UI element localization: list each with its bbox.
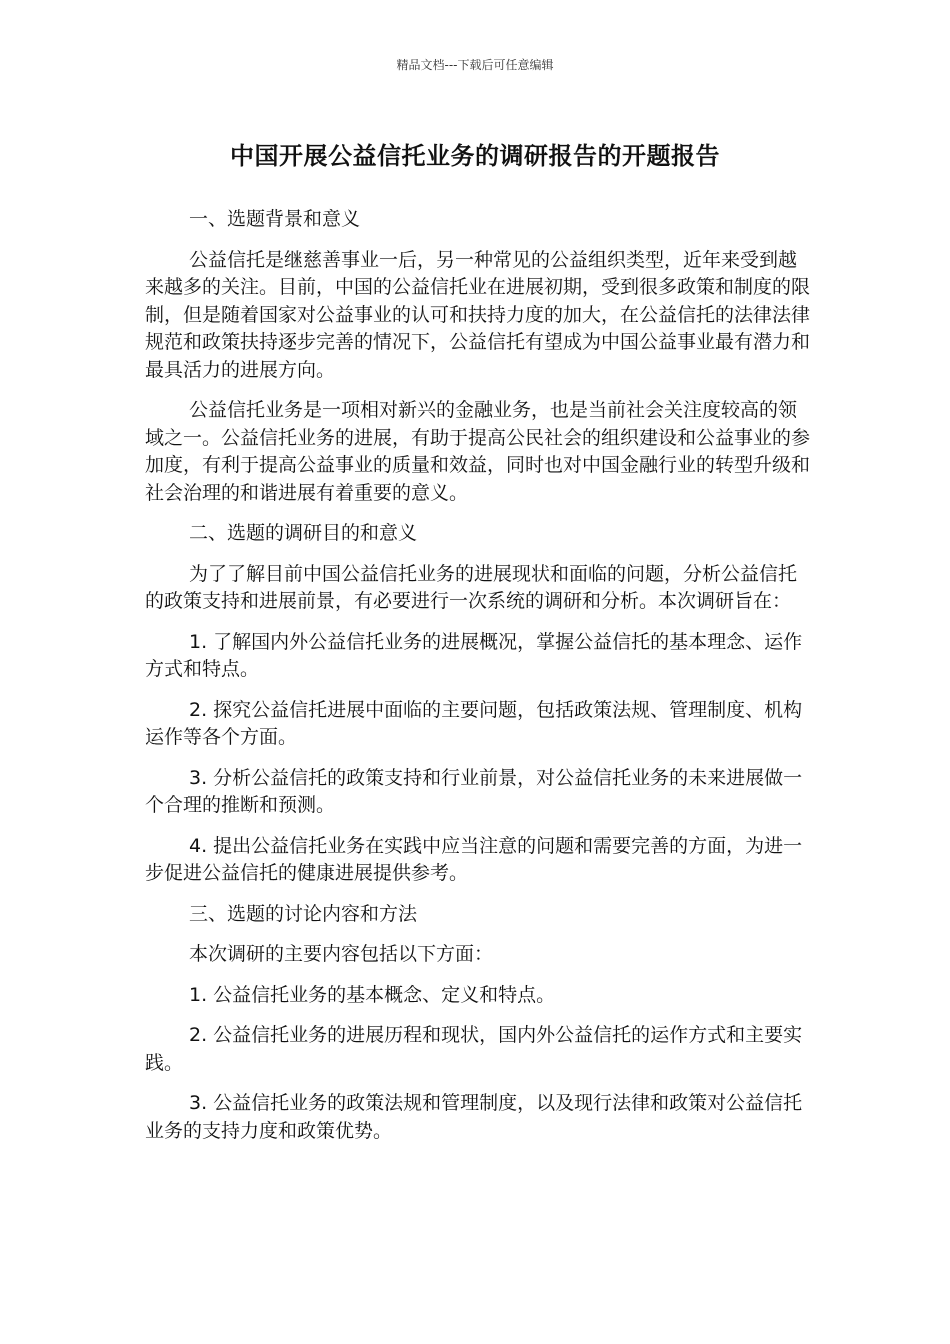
- list-item: 3. 分析公益信托的政策支持和行业前景，对公益信托业务的未来进展做一个合理的推断和预测。: [145, 766, 803, 816]
- list-item: 1. 了解国内外公益信托业务的进展概况，掌握公益信托的基本理念、运作方式和特点。: [145, 630, 803, 680]
- page-header: 精品文档---下载后可任意编辑: [396, 58, 554, 72]
- paragraph: 公益信托业务是一项相对新兴的金融业务，也是当前社会关注度较高的领域之一。公益信托业务的进展，有助于提高公民社会的组织建设和公益事业的参加度，有利于提高公益事业的质量和效益，同时也对中国金融行业的转型升级和社会治理的和谐进展有着重要的意义。: [145, 399, 811, 504]
- list-item: 3. 公益信托业务的政策法规和管理制度，以及现行法律和政策对公益信托业务的支持力度和政策优势。: [145, 1092, 803, 1142]
- section-heading-background: 一、选题背景和意义: [189, 208, 361, 230]
- paragraph: 公益信托是继慈善事业一后，另一种常见的公益组织类型，近年来受到越来越多的关注。目前，中国的公益信托业在进展初期，受到很多政策和制度的限制，但是随着国家对公益事业的认可和扶持力度的加大，在公益信托的法律法律规范和政策扶持逐步完善的情况下，公益信托有望成为中国公益事业最有潜力和最具活力的进展方向。: [145, 248, 811, 381]
- paragraph: 本次调研的主要内容包括以下方面：: [189, 943, 494, 965]
- list-item: 2. 探究公益信托进展中面临的主要问题，包括政策法规、管理制度、机构运作等各个方面。: [145, 698, 803, 748]
- document-title: 中国开展公益信托业务的调研报告的开题报告: [230, 142, 720, 170]
- section-heading-purpose: 二、选题的调研目的和意义: [189, 522, 418, 544]
- list-item: 1. 公益信托业务的基本概念、定义和特点。: [189, 983, 556, 1006]
- list-item: 4. 提出公益信托业务在实践中应当注意的问题和需要完善的方面，为进一步促进公益信托的健康进展提供参考。: [145, 834, 803, 884]
- document-body: [145, 206, 815, 1158]
- list-item: 2. 公益信托业务的进展历程和现状，国内外公益信托的运作方式和主要实践。: [145, 1024, 803, 1074]
- paragraph: 为了了解目前中国公益信托业务的进展现状和面临的问题，分析公益信托的政策支持和进展前景，有必要进行一次系统的调研和分析。本次调研旨在：: [145, 562, 798, 612]
- section-heading-content: 三、选题的讨论内容和方法: [189, 902, 418, 925]
